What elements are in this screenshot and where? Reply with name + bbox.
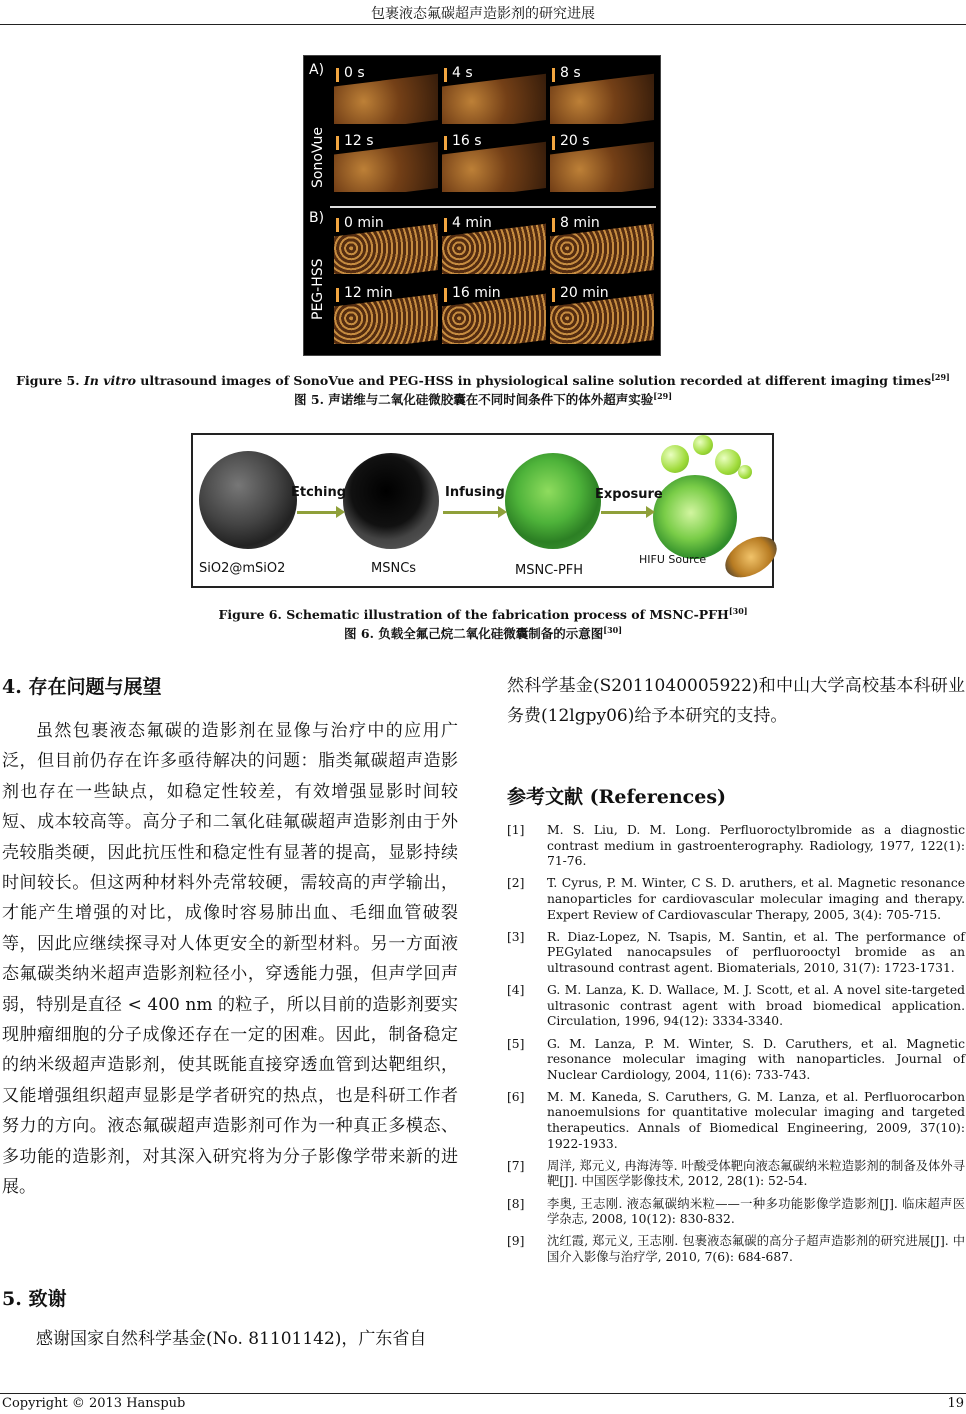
time-label: 8 s: [560, 65, 581, 81]
arrow-icon: [297, 511, 337, 514]
time-label: 20 min: [560, 285, 609, 301]
time-label: 4 s: [452, 65, 473, 81]
section-5-body-left: 感谢国家自然科学基金(No. 81101142)，广东省自: [36, 1329, 427, 1349]
reference-item: [3] R. Diaz-Lopez, N. Tsapis, M. Santin, et al. The performance of PEGylated nanocapsules of perfluorooctyl bromide as an ultrasound contrast agent. Biomaterials, 2010, 31(7): 1723-1731.: [507, 929, 965, 975]
references-title: 参考文献 (References): [507, 786, 727, 808]
step-infusing: Infusing: [445, 485, 505, 500]
figure-5: [303, 55, 661, 356]
page-number: 19: [947, 1396, 964, 1411]
msnc-sphere: [343, 453, 439, 549]
header-rule: [0, 24, 966, 25]
row-b-label: PEG-HSS: [310, 258, 326, 320]
reference-item: [1] M. S. Liu, D. M. Long. Perfluoroctylbromide as a diagnostic contrast medium in gastroenterography. Radiology, 1977, 122(1): 71-76.: [507, 823, 965, 869]
copyright: Copyright © 2013 Hanspub: [2, 1396, 186, 1411]
peg-hss-frame: [334, 212, 438, 274]
step-exposure: Exposure: [595, 487, 663, 502]
arrow-icon: [601, 511, 647, 514]
reference-item: [5] G. M. Lanza, P. M. Winter, S. D. Caruthers, et al. Magnetic resonance molecular imaging with nanoparticles. Journal of Nuclear Cardiology, 2004, 11(6): 733-743.: [507, 1036, 965, 1082]
section-4-title: 4. 存在问题与展望: [2, 676, 162, 698]
hifu-label: HIFU Source: [639, 553, 707, 566]
reference-item: [4] G. M. Lanza, K. D. Wallace, M. J. Scott, et al. A novel site-targeted ultrasonic contrast agent with broad biomedical application. Circulation, 1996, 94(12): 3334-3340.: [507, 983, 965, 1029]
reference-list: [507, 823, 965, 1272]
bubble-icon: [661, 445, 689, 473]
footer-rule: [0, 1393, 966, 1394]
section-4-body: 虽然包裹液态氟碳的造影剂在显像与治疗中的应用广泛，但目前仍存在许多亟待解决的问题：脂类氟碳超声造影剂也存在一些缺点，如稳定性较差，有效增强显影时间较短、成本较高等。高分子和二氧化硅氟碳超声造影剂由于外壳较脂类硬，因此抗压性和稳定性有显著的提高，显影持续时间较长。但这两种材料外壳常较硬，需较高的声学输出，才能产生增强的对比，成像时容易肺出血、毛细血管破裂等，因此应继续探寻对人体更安全的新型材料。另一方面液态氟碳类纳米超声造影剂粒径小，穿透能力强，但声学回声弱，特别是直径 < 400 nm 的粒子，所以目前的造影剂要实现肿瘤细胞的分子成像还存在一定的困难。因此，制备稳定的纳米级超声造影剂，使其既能直接穿透血管到达靶组织，又能增强组织超声显影是学者研究的热点，也是科研工作者努力的方向。液态氟碳超声造影剂可作为一种真正多模态、多功能的造影剂，对其深入研究将为分子影像学带来新的进展。: [2, 721, 458, 1198]
reference-item: [9] 沈红霞, 郑元义, 王志刚. 包裹液态氟碳的高分子超声造影剂的研究进展[J]. 中国介入影像与治疗学, 2010, 7(6): 684-687.: [507, 1234, 965, 1264]
time-label: 16 s: [452, 133, 482, 149]
time-label: 8 min: [560, 215, 600, 231]
time-label: 0 s: [344, 65, 365, 81]
time-label: 4 min: [452, 215, 492, 231]
bubble-icon: [693, 435, 713, 455]
time-label: 16 min: [452, 285, 501, 301]
peg-hss-frame: [442, 212, 546, 274]
section-5-title: 5. 致谢: [2, 1288, 67, 1310]
reference-item: [6] M. M. Kaneda, S. Caruthers, G. M. Lanza, et al. Perfluorocarbon nanoemulsions for quantitative molecular imaging and targeted therapeutics. Annals of Biomedical Engineering, 2009, 37(10): 1922-1933.: [507, 1089, 965, 1151]
peg-hss-frame: [334, 282, 438, 344]
sonovue-frame: [442, 62, 546, 124]
figure-5-caption-en: Figure 5. In vitro ultrasound images of SonoVue and PEG-HSS in physiological saline solution recorded at different imaging times[29]: [16, 372, 950, 389]
stage-msnc-pfh: MSNC-PFH: [515, 563, 584, 578]
time-label: 12 min: [344, 285, 393, 301]
sonovue-frame: [550, 130, 654, 192]
reference-item: [7] 周洋, 郑元义, 冉海涛等. 叶酸受体靶向液态氟碳纳米粒造影剂的制备及体外寻靶[J]. 中国医学影像技术, 2012, 28(1): 52-54.: [507, 1158, 965, 1189]
sonovue-frame: [334, 62, 438, 124]
panel-b-label: B): [309, 210, 325, 226]
stage-sio2: SiO2@mSiO2: [199, 561, 286, 576]
peg-hss-frame: [550, 282, 654, 344]
figure-5-caption-cn: 图 5. 声诺维与二氧化硅微胶囊在不同时间条件下的体外超声实验[29]: [294, 390, 672, 407]
stage-msncs: MSNCs: [371, 561, 417, 576]
running-header: 包裹液态氟碳超声造影剂的研究进展: [371, 6, 595, 22]
arrow-icon: [443, 511, 499, 514]
peg-hss-frame: [550, 212, 654, 274]
bubble-icon: [738, 465, 752, 479]
time-label: 0 min: [344, 215, 384, 231]
sonovue-frame: [550, 62, 654, 124]
panel-a-label: A): [309, 62, 325, 78]
row-a-label: SonoVue: [310, 126, 326, 188]
figure-6: [191, 433, 774, 588]
sonovue-frame: [334, 130, 438, 192]
sio2-sphere: [199, 451, 297, 549]
exposed-sphere: [653, 475, 737, 559]
figure-6-caption-cn: 图 6. 负载全氟己烷二氧化硅微囊制备的示意图[30]: [344, 624, 622, 641]
figure-6-caption-en: Figure 6. Schematic illustration of the fabrication process of MSNC-PFH[30]: [218, 606, 748, 623]
reference-item: [2] T. Cyrus, P. M. Winter, C S. D. aruthers, et al. Magnetic resonance nanoparticles for cardiovascular molecular imaging and therapy. Expert Review of Cardiovascular Therapy, 2005, 3(4): 705-715.: [507, 876, 965, 922]
step-etching: Etching: [291, 485, 347, 500]
panel-divider: [330, 206, 656, 208]
time-label: 12 s: [344, 133, 374, 149]
msnc-pfh-sphere: [505, 453, 601, 549]
peg-hss-frame: [442, 282, 546, 344]
reference-item: [8] 李奥, 王志刚. 液态氟碳纳米粒——一种多功能影像学造影剂[J]. 临床超声医学杂志, 2008, 10(12): 830-832.: [507, 1196, 965, 1227]
time-label: 20 s: [560, 133, 590, 149]
sonovue-frame: [442, 130, 546, 192]
section-5-body-right: 然科学基金(S2011040005922)和中山大学高校基本科研业务费(12lgpy06)给予本研究的支持。: [507, 676, 965, 727]
